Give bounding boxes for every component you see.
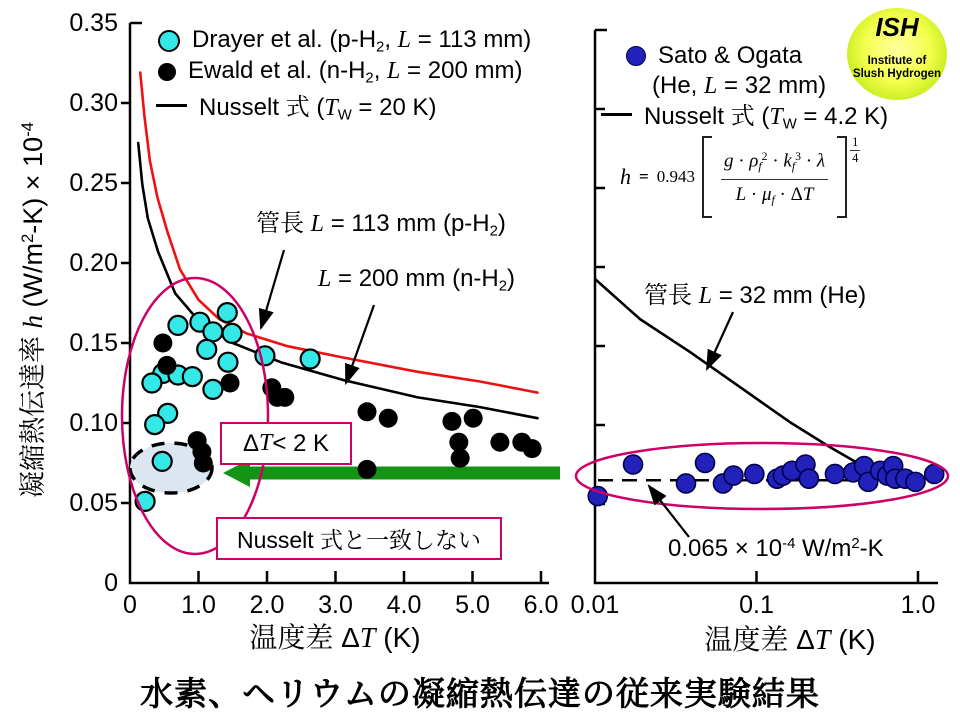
scatter-point: [153, 334, 172, 353]
text-segment: T: [769, 103, 783, 130]
formula-equals: =: [639, 167, 649, 186]
text-segment: 2: [851, 535, 860, 552]
text-segment: = 20 K): [351, 93, 437, 121]
text-segment: T: [258, 430, 273, 456]
text-segment: 2: [376, 39, 385, 56]
text-segment: ·: [746, 183, 762, 205]
x-axis-label-right: [640, 618, 940, 658]
formula-lhs: h: [620, 164, 631, 189]
text-segment: ·: [801, 150, 817, 172]
legend-item-drayer: [158, 26, 531, 56]
scatter-point: [157, 356, 176, 375]
text-segment: ,: [384, 26, 398, 54]
legend-label: [192, 26, 531, 55]
text-segment: ): [507, 265, 516, 292]
legend-label: [644, 96, 888, 132]
sato-marker-icon: [626, 46, 646, 66]
text-segment: T: [802, 183, 814, 205]
text-segment: Nusselt 式 (: [199, 93, 325, 121]
text-segment: Ewald et al. (n-H: [188, 57, 366, 85]
scatter-point: [183, 367, 202, 386]
annotation-arrow: [649, 486, 689, 537]
text-segment: ρ: [749, 150, 759, 172]
scatter-point: [825, 464, 844, 483]
scatter-point: [168, 316, 187, 335]
x-axis-label-left: [185, 616, 485, 656]
ish-logo: [847, 8, 947, 100]
scatter-point: [724, 466, 743, 485]
scatter-point: [451, 449, 470, 468]
text-segment: ·: [767, 150, 784, 172]
y-tick-label: 0.05: [69, 489, 118, 517]
text-segment: = 113 mm): [411, 26, 532, 54]
text-segment: L: [387, 58, 401, 85]
formula-coefficient: 0.943: [656, 167, 695, 186]
scatter-point: [677, 474, 696, 493]
annotation-arrow: [707, 312, 733, 369]
x-tick-label: 0: [123, 591, 137, 619]
text-segment: L: [310, 211, 325, 237]
text-segment: · Δ: [774, 183, 803, 205]
text-segment: -K) × 10: [18, 136, 48, 234]
line-marker-icon: [601, 113, 632, 116]
x-tick-label: 3.0: [318, 591, 353, 619]
text-segment: Nusselt 式 (: [644, 102, 770, 130]
y-tick-label: 0.25: [69, 169, 118, 197]
text-segment: f: [758, 159, 762, 173]
text-segment: T: [814, 625, 831, 656]
text-segment: L: [698, 283, 713, 309]
scatter-point: [218, 303, 237, 322]
text-segment: 管長: [256, 210, 311, 237]
legend-label: [658, 42, 802, 70]
text-segment: = 4.2 K): [796, 102, 889, 130]
scatter-point: [523, 439, 542, 458]
scatter-point: [379, 409, 398, 428]
scatter-point: [145, 415, 164, 434]
nusselt-formula: [620, 136, 860, 218]
logo-line1: Institute of: [867, 55, 927, 67]
logo-title: ISH: [875, 12, 919, 42]
scatter-point: [197, 340, 216, 359]
text-segment: Δ: [242, 429, 259, 457]
x-tick-label: 0.1: [739, 591, 774, 619]
text-segment: 2: [489, 223, 498, 240]
text-segment: 2: [17, 233, 37, 243]
text-segment: h: [18, 314, 48, 329]
text-segment: μ: [761, 183, 772, 205]
exponent-numerator: 1: [852, 134, 859, 149]
text-segment: L: [735, 183, 747, 205]
x-tick-label: 5.0: [455, 591, 490, 619]
text-segment: λ: [816, 150, 826, 172]
text-segment: = 32 mm): [717, 72, 827, 99]
legend-item-sato: [626, 41, 802, 71]
x-tick-label: 6.0: [523, 591, 559, 619]
formula-fraction: [712, 147, 837, 208]
annotation-box-nusselt-mismatch: [216, 517, 502, 560]
annotation-tube-length-200: [318, 265, 515, 296]
text-segment: T: [324, 94, 338, 121]
text-segment: 温度差 Δ: [249, 622, 360, 653]
scatter-point: [490, 433, 509, 452]
text-segment: L: [704, 73, 718, 99]
scatter-point: [142, 374, 161, 393]
text-segment: f: [771, 193, 775, 207]
text-segment: (W/m: [18, 243, 48, 315]
scatter-point: [153, 452, 172, 471]
scatter-point: [906, 472, 925, 491]
text-segment: (K): [375, 622, 421, 653]
scatter-point: [696, 453, 715, 472]
text-segment: 温度差 Δ: [704, 624, 815, 655]
annotation-box-dt-less-2k: [220, 422, 352, 465]
x-tick-label: 0.01: [570, 591, 620, 619]
text-segment: k: [783, 150, 792, 172]
scatter-point: [358, 460, 377, 479]
scatter-point: [275, 388, 294, 407]
scatter-point: [218, 353, 237, 372]
scatter-point: [194, 454, 213, 473]
formula-denominator: [736, 180, 814, 208]
text-segment: W: [782, 116, 797, 133]
drayer-marker-icon: [158, 30, 180, 52]
scatter-point: [358, 402, 377, 421]
ewald-marker-icon: [158, 63, 176, 81]
text-segment: = 200 mm (n-H: [331, 265, 499, 292]
text-segment: -K: [859, 535, 884, 562]
legend-item-nusselt-left: [156, 90, 437, 124]
y-tick-label: 0: [104, 569, 118, 597]
text-segment: -4: [782, 535, 796, 552]
text-segment: W: [337, 107, 352, 124]
text-segment: (K): [830, 624, 876, 655]
legend-label: [188, 57, 522, 86]
legend-label: [199, 87, 436, 123]
scatter-point: [221, 374, 240, 393]
text-segment: Sato & Ogata: [658, 42, 803, 69]
annotation-tube-length-113: [256, 210, 506, 241]
x-tick-label: 4.0: [386, 591, 422, 619]
formula-exponent: [850, 135, 860, 166]
text-segment: 2: [365, 70, 374, 87]
text-segment: -4: [17, 122, 37, 137]
text-segment: g: [723, 150, 734, 172]
text-segment: 2: [498, 278, 508, 295]
y-axis-label: [11, 60, 48, 560]
scatter-point: [301, 350, 320, 369]
scatter-point: [464, 409, 483, 428]
scatter-point: [223, 324, 242, 343]
text-segment: = 200 mm): [400, 57, 523, 85]
scatter-point: [203, 322, 222, 341]
text-segment: T: [359, 623, 376, 654]
text-segment: Nusselt 式と一致しない: [236, 527, 482, 553]
text-segment: W/m: [795, 535, 852, 562]
annotation-ref-value: [668, 535, 884, 563]
logo-line2: Slush Hydrogen: [852, 68, 942, 80]
text-segment: ·: [733, 150, 750, 172]
text-segment: ,: [373, 57, 388, 85]
bracket-left: [702, 136, 712, 218]
text-segment: 管長: [644, 282, 699, 309]
line-marker-icon: [156, 104, 187, 107]
text-segment: L: [397, 27, 412, 54]
formula-numerator: [721, 147, 828, 180]
legend-item-ewald: [158, 57, 522, 87]
annotation-arrow: [261, 250, 284, 328]
scatter-point: [745, 464, 764, 483]
y-tick-label: 0.35: [69, 9, 118, 37]
text-segment: 凝縮熱伝達率: [18, 328, 48, 498]
text-segment: L: [318, 266, 332, 292]
scatter-point: [624, 455, 643, 474]
text-segment: (He,: [652, 72, 705, 99]
text-segment: 0.065 × 10: [668, 535, 783, 562]
x-tick-label: 2.0: [249, 591, 285, 619]
bracket-right: [837, 136, 847, 218]
text-segment: 3: [795, 149, 801, 163]
x-tick-label: 1.0: [900, 591, 936, 619]
text-segment: Drayer et al. (p-H: [192, 26, 377, 54]
text-segment: f: [791, 159, 796, 173]
y-tick-label: 0.30: [69, 89, 118, 117]
y-tick-label: 0.20: [69, 249, 118, 277]
text-segment: = 113 mm (p-H: [324, 210, 490, 237]
legend-item-nusselt-right: [601, 99, 889, 133]
text-segment: ): [497, 210, 506, 237]
y-tick-label: 0.15: [69, 329, 118, 357]
y-tick-label: 0.10: [69, 409, 118, 437]
scatter-point: [442, 412, 461, 431]
exponent-denominator: 4: [852, 150, 859, 165]
annotation-arrow: [346, 305, 374, 383]
annotation-tube-length-32: [644, 282, 866, 311]
x-tick-label: 1.0: [181, 591, 216, 619]
scatter-point: [799, 469, 818, 488]
text-segment: = 32 mm (He): [712, 282, 867, 309]
scatter-point: [203, 380, 222, 399]
text-segment: < 2 K: [272, 429, 330, 457]
text-segment: 2: [761, 149, 768, 163]
slide-title: 水素、ヘリウムの凝縮熱伝達の従来実験結果: [140, 675, 820, 712]
